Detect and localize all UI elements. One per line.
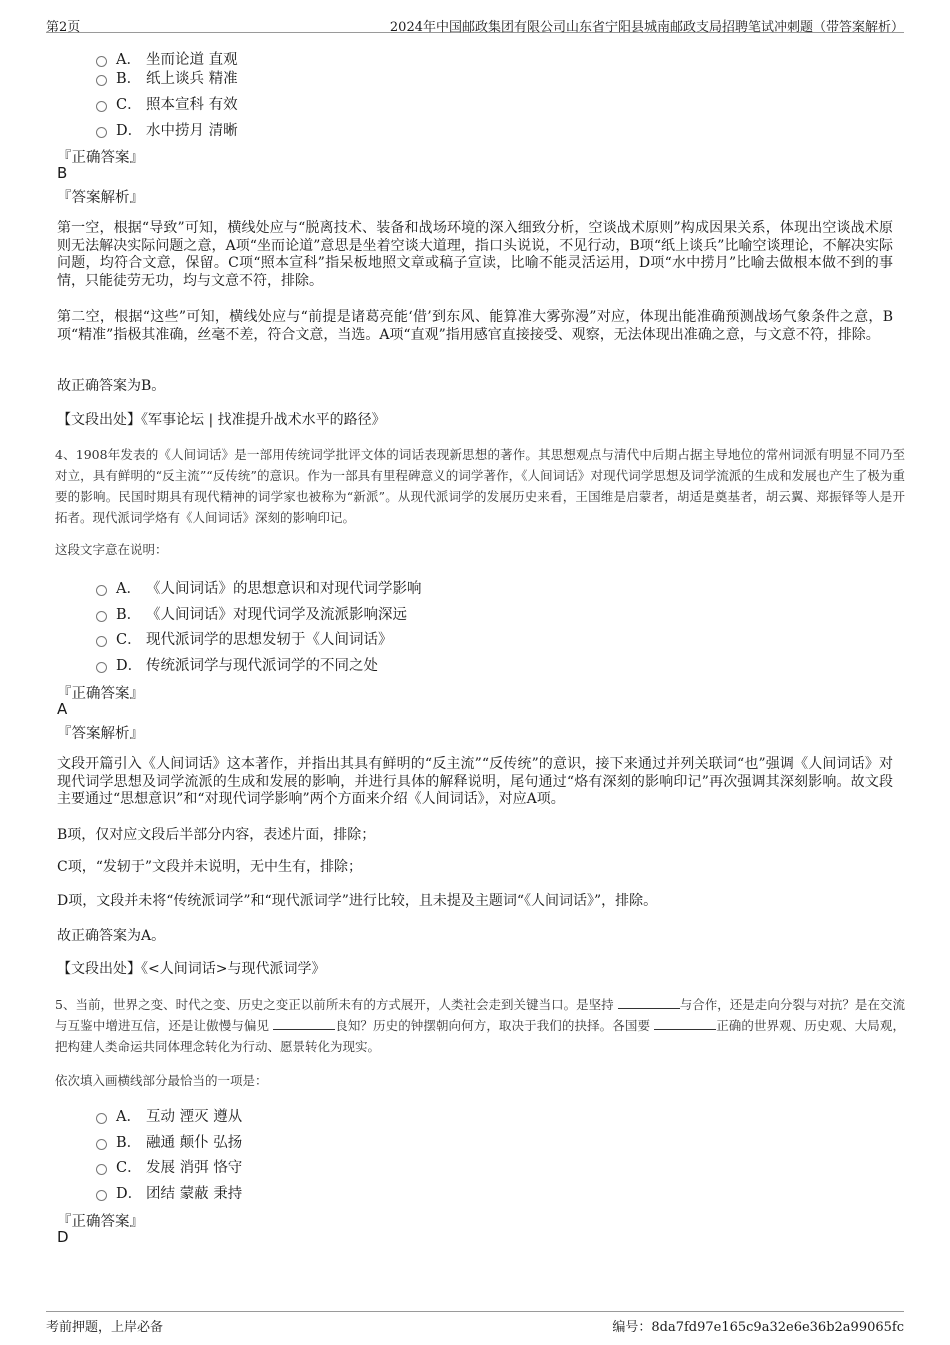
radio-icon[interactable] [96,1139,107,1150]
q5-answer-label: 『正确答案』 [57,1214,144,1230]
footer-slogan: 考前押题，上岸必备 [46,1320,164,1335]
q3-option-c[interactable]: C． 照本宣科 有效 [96,93,238,114]
q4-option-b[interactable]: B． 《人间词话》对现代词学及流派影响深远 [96,603,407,624]
q4-analysis-label: 『答案解析』 [57,726,144,742]
q3-answer-label: 『正确答案』 [57,150,144,166]
q4-analysis-p3: C项，“发轫于”文段并未说明，无中生有，排除； [57,859,363,875]
q3-source: 【文段出处】《军事论坛 | 找准提升战术水平的路径》 [57,412,386,428]
q3-option-b[interactable]: B． 纸上谈兵 精准 [96,67,238,88]
q4-analysis-p5: 故正确答案为A。 [57,928,166,944]
radio-icon[interactable] [96,1113,107,1124]
blank-2 [273,1017,335,1030]
radio-icon[interactable] [96,75,107,86]
q3-option-d[interactable]: D． 水中捞月 清晰 [96,119,238,140]
blank-1 [618,996,680,1009]
q4-option-a[interactable]: A． 《人间词话》的思想意识和对现代词学影响 [96,577,422,598]
page-header [46,14,904,33]
radio-icon[interactable] [96,56,107,67]
q4-analysis-p2: B项，仅对应文段后半部分内容，表述片面，排除； [57,827,376,843]
q4-analysis-p4: D项，文段并未将“传统派词学”和“现代派词学”进行比较，且未提及主题词“《人间词话》”，排除。 [57,893,658,909]
q5-prompt: 依次填入画横线部分最恰当的一项是： [55,1073,268,1088]
radio-icon[interactable] [96,127,107,138]
q3-option-a[interactable]: A． 坐而论道 直观 [96,48,238,69]
blank-3 [654,1017,716,1030]
radio-icon[interactable] [96,662,107,673]
document-title: 2024年中国邮政集团有限公司山东省宁阳县城南邮政支局招聘笔试冲刺题（带答案解析） [389,20,904,35]
q3-analysis-p1: 第一空，根据“导致”可知，横线处应与“脱离技术、装备和战场环境的深入细致分析，空谈战术原则”构成因果关系，体现出空谈战术原则无法解决实际问题之意，A项“坐而论道”意思是坐着空谈大道理，指口头说说，不见行动，B项“纸上谈兵”比喻空谈理论，不解决实际问题，均符合文意，保留。C项“照本宣科”指呆板地照文章或稿子宣读，比喻不能灵活运用，D项“水中捞月”比喻去做根本做不到的事情，只能徒劳无功，均与文意不符，排除。 [57,220,893,289]
document-id: 编号：8da7fd97e165c9a32e6e36b2a99065fc [612,1320,904,1335]
q5-answer: D [57,1228,69,1246]
q4-question: 4、1908年发表的《人间词话》是一部用传统词学批评文体的词话表现新思想的著作。其思想观点与清代中后期占据主导地位的常州词派有明显不同乃至对立，具有鲜明的“反主流”“反传统”的意识。作为一部具有里程碑意义的词学著作，《人间词话》对现代词学思想及词学流派的生成和发展也产生了极为重要的影响。民国时期具有现代精神的词学家也被称为“新派”。从现代派词学的发展历史来看，王国维是启蒙者，胡适是奠基者，胡云翼、郑振铎等人是开拓者。现代派词学烙有《人间词话》深刻的影响印记。 [55,447,905,525]
q5-option-b[interactable]: B． 融通 颠仆 弘扬 [96,1131,242,1152]
q4-source: 【文段出处】《<人间词话>与现代派词学》 [57,961,326,977]
radio-icon[interactable] [96,101,107,112]
radio-icon[interactable] [96,636,107,647]
q4-prompt: 这段文字意在说明： [55,542,168,557]
q3-answer: B [57,164,68,182]
q5-option-c[interactable]: C． 发展 消弭 恪守 [96,1156,242,1177]
q3-analysis-p3: 故正确答案为B。 [57,378,166,394]
radio-icon[interactable] [96,1190,107,1201]
q3-analysis-p2: 第二空，根据“这些”可知，横线处应与“前提是诸葛亮能‘借’到东风、能算准大雾弥漫”对应，体现出能准确预测战场气象条件之意，B项“精准”指极其准确，丝毫不差，符合文意，当选。A项“直观”指用感官直接接受、观察，无法体现出准确之意，与文意不符，排除。 [57,309,893,343]
q5-option-d[interactable]: D． 团结 蒙蔽 秉持 [96,1182,242,1203]
radio-icon[interactable] [96,585,107,596]
q4-answer-label: 『正确答案』 [57,686,144,702]
q4-option-d[interactable]: D． 传统派词学与现代派词学的不同之处 [96,654,378,675]
radio-icon[interactable] [96,611,107,622]
q4-answer: A [57,700,68,718]
q4-option-c[interactable]: C． 现代派词学的思想发轫于《人间词话》 [96,628,393,649]
q3-analysis-label: 『答案解析』 [57,190,144,206]
q4-analysis-p1: 文段开篇引入《人间词话》这本著作，并指出其具有鲜明的“反主流”“反传统”的意识，接下来通过并列关联词“也”强调《人间词话》对现代词学思想及词学流派的生成和发展的影响，并进行具体的解释说明，尾句通过“烙有深刻的影响印记”再次强调其深刻影响。故文段主要通过“思想意识”和“对现代词学影响”两个方面来介绍《人间词话》，对应A项。 [57,756,893,807]
page-number: 第2页 [46,20,81,35]
q5-option-a[interactable]: A． 互动 湮灭 遵从 [96,1105,242,1126]
radio-icon[interactable] [96,1164,107,1175]
q5-question: 5、当前，世界之变、时代之变、历史之变正以前所未有的方式展开，人类社会走到关键当口。是坚持 与合作，还是走向分裂与对抗？是在交流与互鉴中增进互信，还是让傲慢与偏见 良知？历史的钟摆朝向何方，取决于我们的抉择。各国要 正确的世界观、历史观、大局观，把构建人类命运共同体理念转化为行动、愿景转化为现实。 [55,997,905,1054]
page-footer [46,1311,904,1334]
